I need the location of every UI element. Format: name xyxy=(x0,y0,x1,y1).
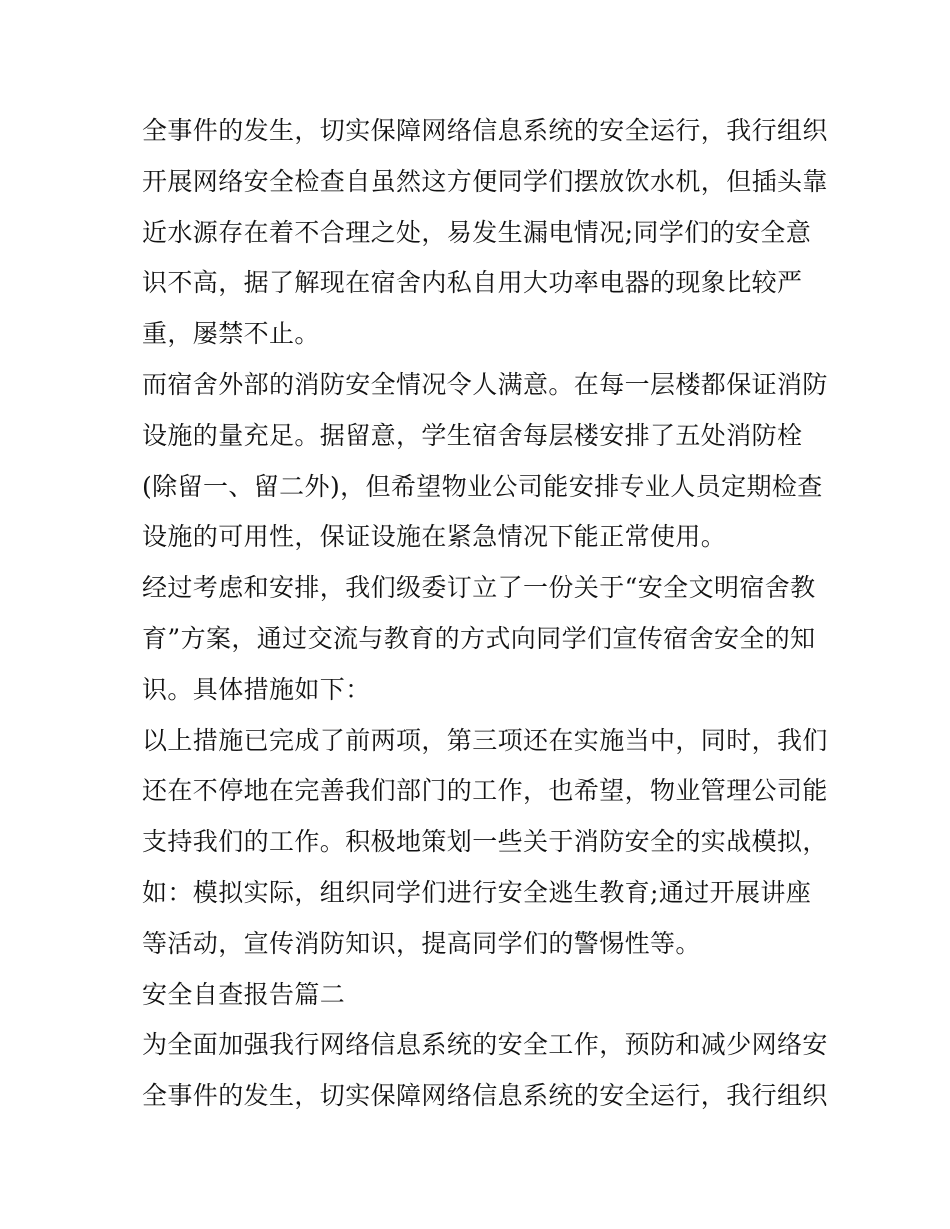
document-body xyxy=(142,106,828,1122)
text-line: 设施的量充足。据留意，学生宿舍每层楼安排了五处消防栓 xyxy=(142,420,803,450)
text-line: 全事件的发生，切实保障网络信息系统的安全运行，我行组织 xyxy=(142,116,828,145)
text-line: 识不高，据了解现在宿舍内私自用大功率电器的现象比较严 xyxy=(142,268,803,298)
text-line: 全事件的发生，切实保障网络信息系统的安全运行，我行组织 xyxy=(142,1081,828,1111)
text-line: 支持我们的工作。积极地策划一些关于消防安全的实战模拟， xyxy=(142,827,828,857)
text-line: 以上措施已完成了前两项，第三项还在实施当中，同时，我们 xyxy=(142,725,828,755)
text-line: 如：模拟实际，组织同学们进行安全逃生教育;通过开展讲座 xyxy=(142,877,812,907)
text-line: 设施的可用性，保证设施在紧急情况下能正常使用。 xyxy=(142,522,727,552)
text-line: 识。具体措施如下： xyxy=(142,674,371,704)
text-line: 育”方案，通过交流与教育的方式向同学们宣传宿舍安全的知 xyxy=(142,623,816,653)
text-line: 近水源存在着不合理之处，易发生漏电情况;同学们的安全意 xyxy=(142,217,812,247)
text-line: 还在不停地在完善我们部门的工作，也希望，物业管理公司能 xyxy=(142,776,828,806)
section-heading: 安全自查报告篇二 xyxy=(142,979,346,1009)
text-line: 等活动，宣传消防知识，提高同学们的警惕性等。 xyxy=(142,928,701,958)
text-line: (除留一、留二外)，但希望物业公司能安排专业人员定期检查 xyxy=(142,471,823,501)
text-line: 重，屡禁不止。 xyxy=(142,319,320,349)
text-line: 而宿舍外部的消防安全情况令人满意。在每一层楼都保证消防 xyxy=(142,369,828,399)
text-line: 开展网络安全检查自虽然这方便同学们摆放饮水机，但插头靠 xyxy=(142,166,828,196)
text-line: 经过考虑和安排，我们级委订立了一份关于“安全文明宿舍教 xyxy=(142,573,816,603)
text-line: 为全面加强我行网络信息系统的安全工作，预防和减少网络安 xyxy=(142,1030,828,1060)
